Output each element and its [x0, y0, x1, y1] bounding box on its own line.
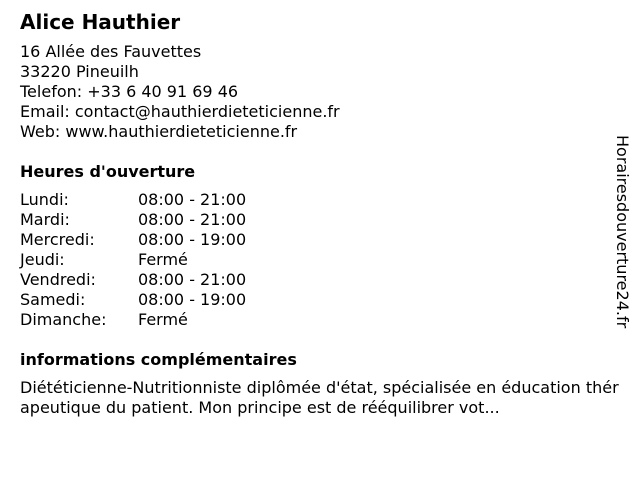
hours-time: 08:00 - 21:00 — [138, 270, 247, 289]
hours-row-saturday — [20, 290, 620, 310]
hours-time: 08:00 - 21:00 — [138, 190, 247, 209]
hours-row-sunday — [20, 310, 620, 330]
hours-row-monday — [20, 190, 620, 210]
hours-day: Mardi: — [20, 210, 70, 229]
hours-time: 08:00 - 21:00 — [138, 210, 247, 229]
hours-row-tuesday — [20, 210, 620, 230]
email-line — [20, 102, 620, 122]
phone-label: Telefon: — [20, 82, 83, 101]
info-text: Diététicienne-Nutritionniste diplômée d'état, spécialisée en éducation thérapeutique du patient. Mon principe est de rééquilibrer vot... — [20, 378, 619, 417]
hours-day: Vendredi: — [20, 270, 96, 289]
web-label: Web: — [20, 122, 61, 141]
hours-time: Fermé — [138, 310, 188, 329]
web-link[interactable]: www.hauthierdieteticienne.fr — [65, 122, 298, 141]
phone-line — [20, 82, 620, 102]
address-street: 16 Allée des Fauvettes — [20, 42, 202, 61]
hours-day: Lundi: — [20, 190, 69, 209]
hours-time: 08:00 - 19:00 — [138, 290, 247, 309]
hours-time: 08:00 - 19:00 — [138, 230, 247, 249]
info-title: informations complémentaires — [20, 350, 297, 369]
business-name: Alice Hauthier — [20, 10, 181, 34]
brand-watermark: Horairesdouverture24.fr — [613, 135, 632, 329]
hours-row-friday — [20, 270, 620, 290]
address-city: 33220 Pineuilh — [20, 62, 139, 81]
hours-row-wednesday — [20, 230, 620, 250]
email-label: Email: — [20, 102, 70, 121]
hours-day: Samedi: — [20, 290, 86, 309]
hours-row-thursday — [20, 250, 620, 270]
hours-table — [20, 190, 620, 330]
hours-title: Heures d'ouverture — [20, 162, 196, 181]
phone-link[interactable]: +33 6 40 91 69 46 — [87, 82, 239, 101]
hours-time: Fermé — [138, 250, 188, 269]
hours-day: Jeudi: — [20, 250, 65, 269]
hours-day: Dimanche: — [20, 310, 107, 329]
web-line — [20, 122, 620, 142]
email-link[interactable]: contact@hauthierdieteticienne.fr — [74, 102, 340, 121]
hours-day: Mercredi: — [20, 230, 95, 249]
business-card — [20, 10, 620, 418]
